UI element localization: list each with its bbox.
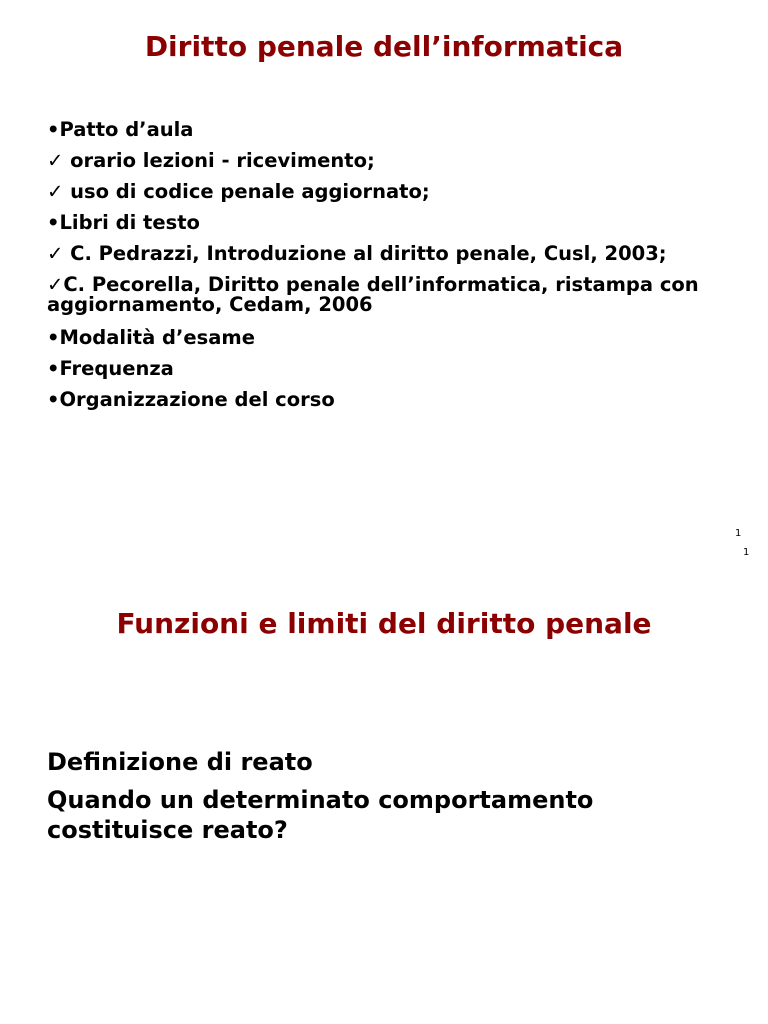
slide-1-bullet-list <box>47 120 747 421</box>
bullet-organizzazione: •Organizzazione del corso <box>47 388 335 411</box>
bullet-patto-aula: •Patto d’aula <box>47 118 194 141</box>
definizione-reato-line: Definizione di reato <box>47 748 313 776</box>
slide-2-title: Funzioni e limiti del diritto penale <box>116 607 652 640</box>
slide-2-body <box>47 747 737 853</box>
bullet-pedrazzi: ✓ C. Pedrazzi, Introduzione al diritto penale, Cusl, 2003; <box>47 242 667 265</box>
bullet-codice-penale: ✓ uso di codice penale aggiornato; <box>47 180 430 203</box>
page-number: 1 <box>735 528 742 539</box>
bullet-frequenza: •Frequenza <box>47 357 174 380</box>
bullet-orario-lezioni: ✓ orario lezioni - ricevimento; <box>47 149 375 172</box>
slide-2 <box>0 560 768 1024</box>
page-number-secondary: 1 <box>743 547 750 558</box>
bullet-pecorella: ✓C. Pecorella, Diritto penale dell’informatica, ristampa con aggiornamento, Cedam, 2006 <box>47 273 706 316</box>
question-line: Quando un determinato comportamento costituisce reato? <box>47 786 594 844</box>
bullet-modalita-esame: •Modalità d’esame <box>47 326 255 349</box>
bullet-libri-testo: •Libri di testo <box>47 211 200 234</box>
slide-1-title: Diritto penale dell’informatica <box>144 30 624 63</box>
